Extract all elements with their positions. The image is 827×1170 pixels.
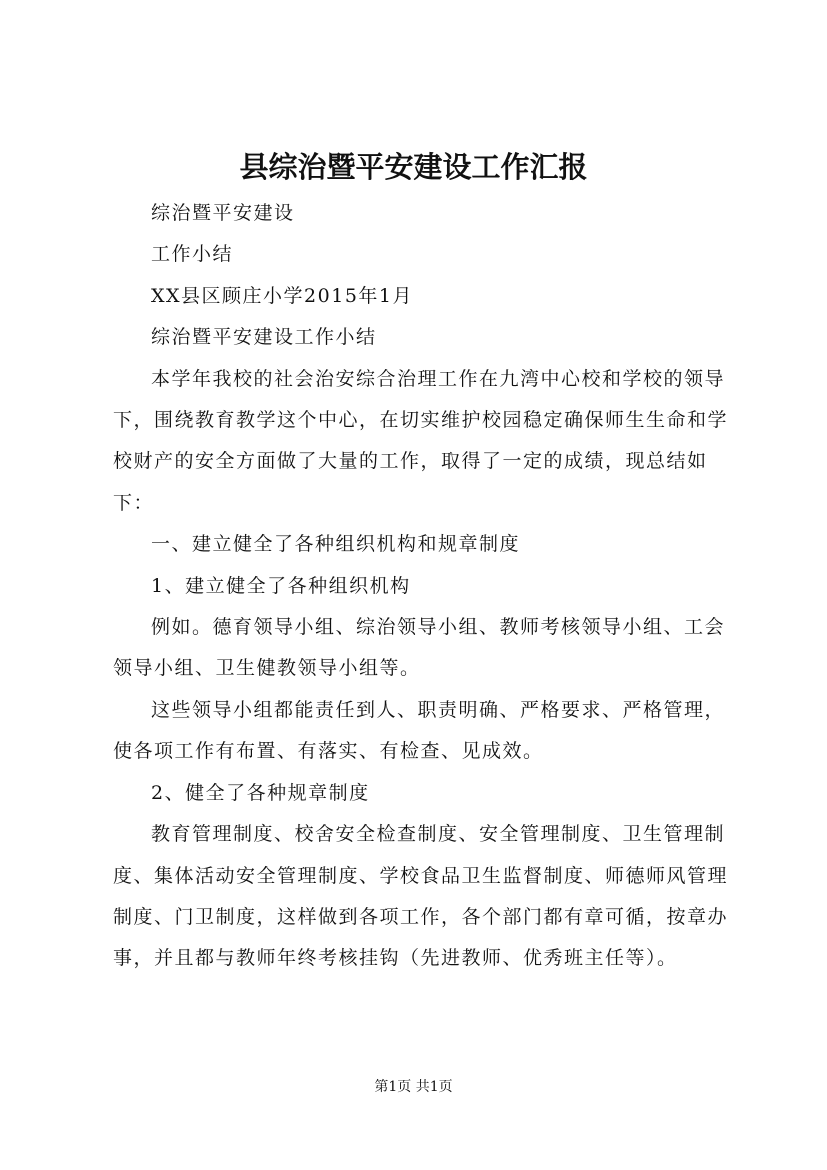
paragraph-examples: 例如。德育领导小组、综治领导小组、教师考核领导小组、工会领导小组、卫生健教领导小组等。 [113, 616, 726, 680]
paragraph-subtitle: 综治暨平安建设 [151, 202, 295, 224]
paragraph-intro: 本学年我校的社会治安综合治理工作在九湾中心校和学校的领导下，围绕教育教学这个中心，在切实维护校园稳定确保师生生命和学校财产的安全方面做了大量的工作，取得了一定的成绩，现总结如下： [113, 367, 729, 514]
paragraph-school-date: XX县区顾庄小学2015年1月 [151, 284, 413, 307]
subsection-heading-2: 2、健全了各种规章制度 [151, 781, 370, 804]
paragraph-heading: 综治暨平安建设工作小结 [151, 326, 377, 349]
paragraph-regulations: 教育管理制度、校舍安全检查制度、安全管理制度、卫生管理制度、集体活动安全管理制度、学校食品卫生监督制度、师德师风管理制度、门卫制度，这样做到各项工作，各个部门都有章可循，按章办事，并且都与教师年终考核挂钩（先进教师、优秀班主任等）。 [113, 823, 729, 970]
paragraph-responsibility: 这些领导小组都能责任到人、职责明确、严格要求、严格管理，使各项工作有布置、有落实、有检查、见成效。 [113, 698, 726, 763]
paragraph-subtitle-2: 工作小结 [151, 243, 234, 266]
section-heading-1: 一、建立健全了各种组织机构和规章制度 [151, 533, 521, 556]
page-footer: 第1页 共1页 [374, 1079, 453, 1095]
subsection-heading-1: 1、建立健全了各种组织机构 [151, 574, 411, 597]
document-title: 县综治暨平安建设工作汇报 [239, 150, 588, 184]
document-body [113, 193, 738, 980]
